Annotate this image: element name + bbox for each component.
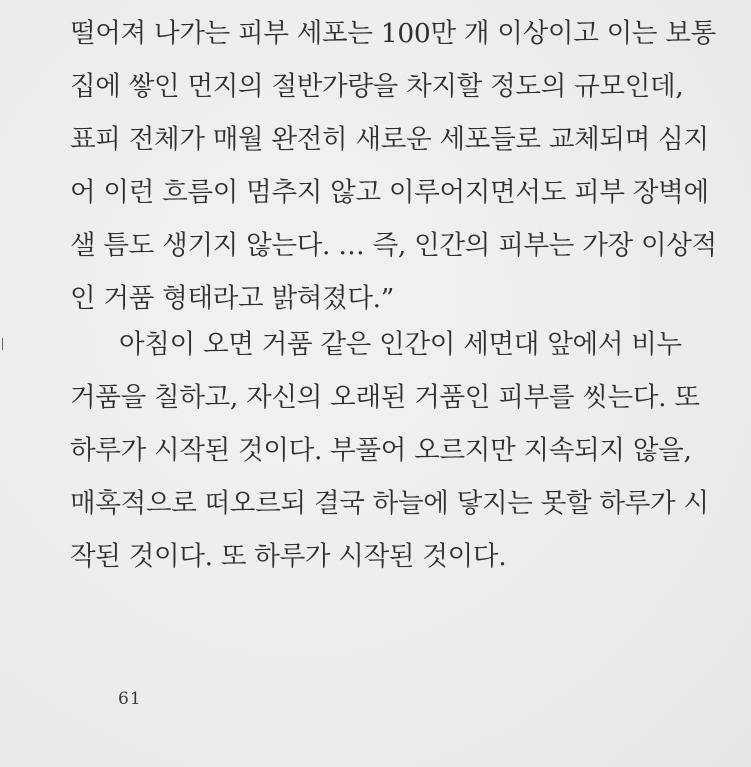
text-line: 작된 것이다. 또 하루가 시작된 것이다.: [70, 541, 507, 572]
text-line: 하루가 시작된 것이다. 부풀어 오르지만 지속되지 않을,: [70, 435, 692, 466]
paragraph-first-line: 아침이 오면 거품 같은 인간이 세면대 앞에서 비누: [119, 329, 682, 360]
text-line: 인 거품 형태라고 밝혀졌다.”: [70, 283, 395, 314]
text-line: 표피 전체가 매월 완전히 새로운 세포들로 교체되며 심지: [70, 124, 709, 155]
text-line: 매혹적으로 떠오르되 결국 하늘에 닿지는 못할 하루가 시: [70, 488, 709, 519]
page-number: 61: [118, 689, 142, 709]
text-line: 어 이런 흐름이 멈추지 않고 이루어지면서도 피부 장벽에: [70, 177, 709, 208]
text-line: 샐 틈도 생기지 않는다. … 즉, 인간의 피부는 가장 이상적: [70, 230, 717, 261]
margin-mark: [2, 338, 3, 350]
text-line: 떨어져 나가는 피부 세포는 100만 개 이상이고 이는 보통: [70, 18, 716, 49]
text-line: 집에 쌓인 먼지의 절반가량을 차지할 정도의 규모인데,: [70, 71, 684, 102]
text-line: 거품을 칠하고, 자신의 오래된 거품인 피부를 씻는다. 또: [70, 382, 700, 413]
